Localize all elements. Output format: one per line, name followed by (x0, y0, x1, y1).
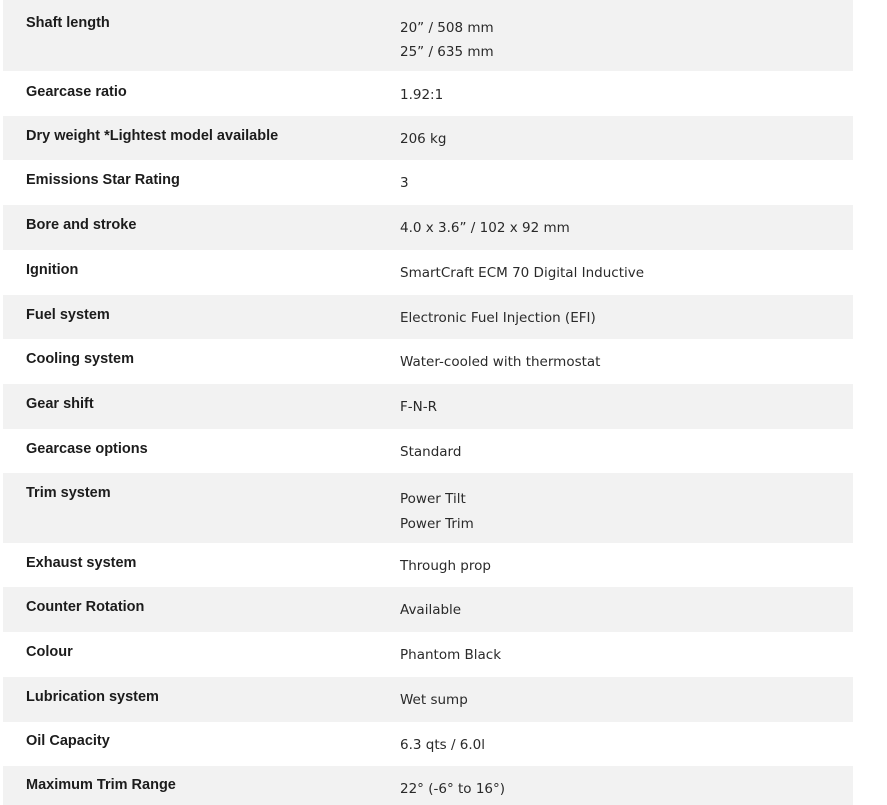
spec-values (400, 557, 491, 575)
spec-label: Bore and stroke (26, 217, 137, 233)
spec-value: F-N-R (400, 399, 437, 415)
spec-label: Lubrication system (26, 689, 159, 705)
spec-value: Phantom Black (400, 647, 502, 663)
spec-values (400, 780, 505, 798)
spec-value: SmartCraft ECM 70 Digital Inductive (400, 265, 645, 281)
spec-values (400, 353, 600, 371)
spec-value: Water-cooled with thermostat (400, 354, 601, 370)
spec-label: Emissions Star Rating (26, 172, 180, 188)
spec-label: Cooling system (26, 351, 134, 367)
spec-row (3, 295, 853, 339)
spec-row (3, 722, 853, 766)
spec-row (3, 429, 853, 473)
spec-row (3, 205, 853, 250)
spec-value: Standard (400, 444, 462, 460)
spec-label: Oil Capacity (26, 733, 110, 749)
spec-value: Power Trim (400, 516, 474, 532)
spec-values (400, 487, 474, 537)
spec-label: Exhaust system (26, 555, 137, 571)
spec-label: Maximum Trim Range (26, 777, 176, 793)
spec-value: 1.92:1 (400, 87, 444, 103)
spec-values (400, 86, 443, 104)
spec-label: Shaft length (26, 15, 110, 31)
spec-row (3, 160, 853, 205)
spec-value: Wet sump (400, 692, 468, 708)
spec-values (400, 691, 468, 709)
spec-value: 206 kg (400, 131, 447, 147)
spec-values (400, 736, 485, 754)
spec-values (400, 398, 437, 416)
spec-row (3, 543, 853, 587)
spec-label: Colour (26, 644, 73, 660)
spec-value: 25” / 635 mm (400, 44, 494, 60)
spec-values (400, 174, 409, 192)
spec-label: Gearcase ratio (26, 84, 127, 100)
spec-label: Trim system (26, 485, 111, 501)
spec-row (3, 339, 853, 384)
spec-values (400, 16, 494, 64)
spec-values (400, 219, 570, 237)
spec-label: Fuel system (26, 307, 110, 323)
spec-values (400, 264, 644, 282)
spec-value: 6.3 qts / 6.0l (400, 737, 486, 753)
spec-label: Gear shift (26, 396, 94, 412)
spec-value: 22° (-6° to 16°) (400, 781, 506, 797)
spec-value: 3 (400, 175, 409, 191)
spec-values (400, 309, 596, 327)
spec-value: 4.0 x 3.6” / 102 x 92 mm (400, 220, 570, 236)
spec-values (400, 646, 501, 664)
spec-row (3, 587, 853, 632)
spec-value: Available (400, 602, 462, 618)
spec-values (400, 601, 461, 619)
spec-value: Electronic Fuel Injection (EFI) (400, 310, 596, 326)
spec-row (3, 0, 853, 71)
spec-row (3, 677, 853, 722)
spec-values (400, 130, 446, 148)
spec-label: Dry weight *Lightest model available (26, 128, 279, 144)
spec-row (3, 71, 853, 116)
spec-value: 20” / 508 mm (400, 20, 494, 36)
spec-row (3, 473, 853, 543)
spec-label: Counter Rotation (26, 599, 145, 615)
spec-row (3, 632, 853, 677)
spec-row (3, 384, 853, 429)
spec-value: Power Tilt (400, 491, 466, 507)
spec-row (3, 766, 853, 805)
spec-values (400, 443, 461, 461)
spec-label: Gearcase options (26, 441, 148, 457)
spec-row (3, 250, 853, 295)
spec-label: Ignition (26, 262, 79, 278)
spec-value: Through prop (400, 558, 491, 574)
spec-row (3, 116, 853, 160)
